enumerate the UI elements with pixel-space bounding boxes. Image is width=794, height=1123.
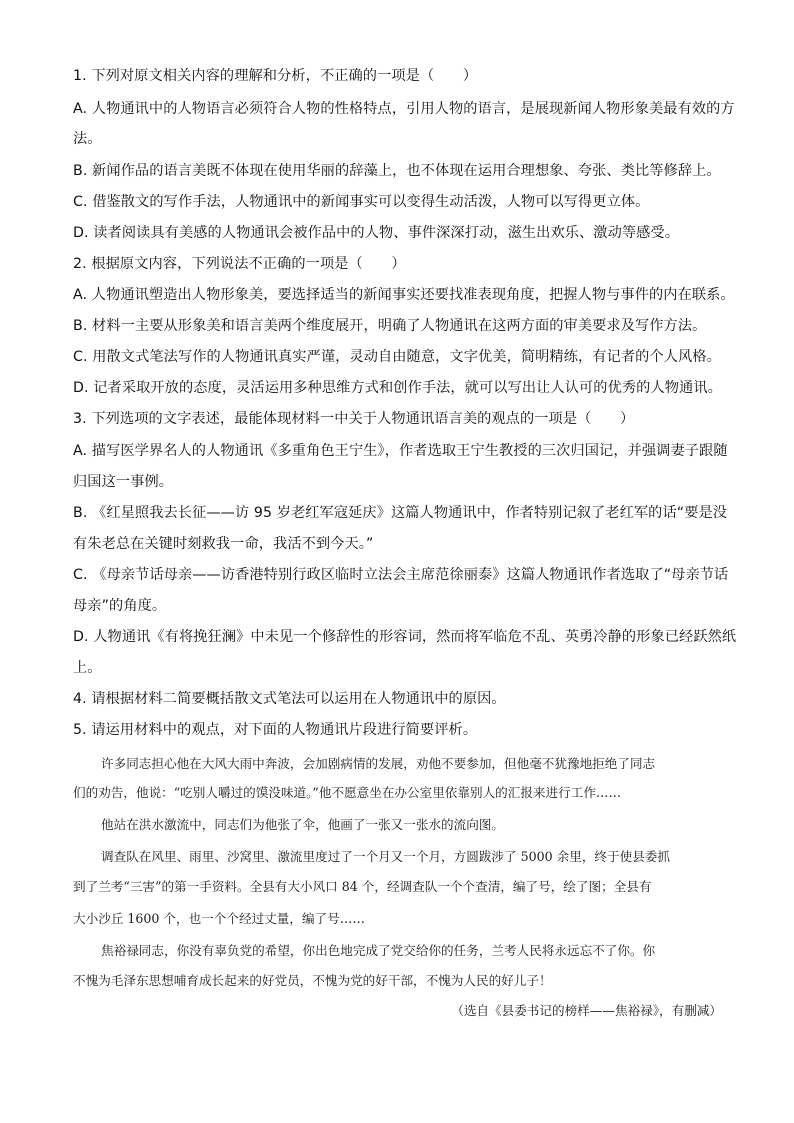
question-1-option-a-cont: 法。	[73, 131, 102, 147]
passage-paragraph-4: 焦裕禄同志，你没有辜负党的希望，你出色地完成了党交给你的任务，兰考人民将永远忘不了你。你	[101, 943, 656, 958]
question-2-stem: 2. 根据原文内容，下列说法不正确的一项是（ ）	[73, 256, 406, 272]
question-3-option-b-cont: 有朱老总在关键时刻救我一命，我活不到今天。”	[73, 536, 374, 552]
question-2-option-b: B. 材料一主要从形象美和语言美两个维度展开，明确了人物通讯在这两方面的审美要求及写作方法。	[73, 318, 707, 334]
question-1-stem: 1. 下列对原文相关内容的理解和分析，不正确的一项是（ ）	[73, 68, 478, 84]
question-1-option-c: C. 借鉴散文的写作手法，人物通讯中的新闻事实可以变得生动活泼，人物可以写得更立体。	[73, 194, 650, 210]
question-3-option-b: B. 《红星照我去长征——访 95 岁老红军寇延庆》这篇人物通讯中，作者特别记叙了老红军的话“要是没	[73, 505, 728, 521]
question-3-option-a-cont: 归国这一事例。	[73, 474, 174, 490]
question-2-option-d: D. 记者采取开放的态度，灵活运用多种思维方式和创作手法，就可以写出让人认可的优秀的人物通讯。	[73, 380, 722, 396]
passage-paragraph-4-cont: 不愧为毛泽东思想哺育成长起来的好党员，不愧为党的好干部，不愧为人民的好儿子！	[73, 973, 552, 988]
question-3-stem: 3. 下列选项的文字表述，最能体现材料一中关于人物通讯语言美的观点的一项是（ ）	[73, 411, 635, 427]
question-3-option-c: C. 《母亲节话母亲——访香港特别行政区临时立法会主席范徐丽泰》这篇人物通讯作者选取了“母亲节话	[73, 567, 729, 583]
question-1-option-b: B. 新闻作品的语言美既不体现在使用华丽的辞藻上，也不体现在运用合理想象、夸张、类比等修辞上。	[73, 163, 721, 179]
question-3-option-d: D. 人物通讯《有将挽狂澜》中未见一个修辞性的形容词，然而将军临危不乱、英勇冷静的形象已经跃然纸	[73, 629, 737, 645]
passage-paragraph-3-cont-2: 大小沙丘 1600 个，也一个个经过丈量，编了号……	[73, 911, 365, 926]
question-3-option-d-cont: 上。	[73, 660, 102, 676]
passage-paragraph-2: 他站在洪水激流中，同志们为他张了伞，他画了一张又一张水的流向图。	[101, 817, 504, 832]
question-1-option-d: D. 读者阅读具有美感的人物通讯会被作品中的人物、事件深深打动，滋生出欢乐、激动等感受。	[73, 225, 680, 241]
passage-paragraph-1: 许多同志担心他在大风大雨中奔波，会加剧病情的发展，劝他不要参加，但他毫不犹豫地拒绝了同志	[101, 756, 656, 771]
question-2-option-c: C. 用散文式笔法写作的人物通讯真实严谨，灵动自由随意，文字优美，简明精练，有记者的个人风格。	[73, 349, 721, 365]
passage-source: （选自《县委书记的榜样——焦裕禄》，有删减）	[451, 1003, 722, 1018]
passage-paragraph-3-cont-1: 到了兰考“三害”的第一手资料。全县有大小风口 84 个，经调查队一个个查清，编了号，绘了图；全县有	[73, 879, 652, 894]
question-2-option-a: A. 人物通讯塑造出人物形象美，要选择适当的新闻事实还要找准表现角度，把握人物与事件的内在联系。	[73, 287, 735, 303]
passage-paragraph-3: 调查队在风里、雨里、沙窝里、激流里度过了一个月又一个月，方圆跋涉了 5000 余里，终于使县委抓	[101, 849, 670, 864]
question-3-option-c-cont: 母亲”的角度。	[73, 598, 167, 614]
passage-paragraph-1-cont: 们的劝告，他说：“吃别人嚼过的馍没味道。”他不愿意坐在办公室里依靠别人的汇报来进行工作……	[73, 785, 622, 800]
question-3-option-a: A. 描写医学界名人的人物通讯《多重角色王宁生》，作者选取王宁生教授的三次归国记，并强调妻子跟随	[73, 443, 728, 459]
question-1-option-a: A. 人物通讯中的人物语言必须符合人物的性格特点，引用人物的语言，是展现新闻人物形象美最有效的方	[73, 101, 735, 117]
question-5-stem: 5. 请运用材料中的观点，对下面的人物通讯片段进行简要评析。	[73, 722, 478, 738]
question-4-stem: 4. 请根据材料二简要概括散文式笔法可以运用在人物通讯中的原因。	[73, 691, 506, 707]
